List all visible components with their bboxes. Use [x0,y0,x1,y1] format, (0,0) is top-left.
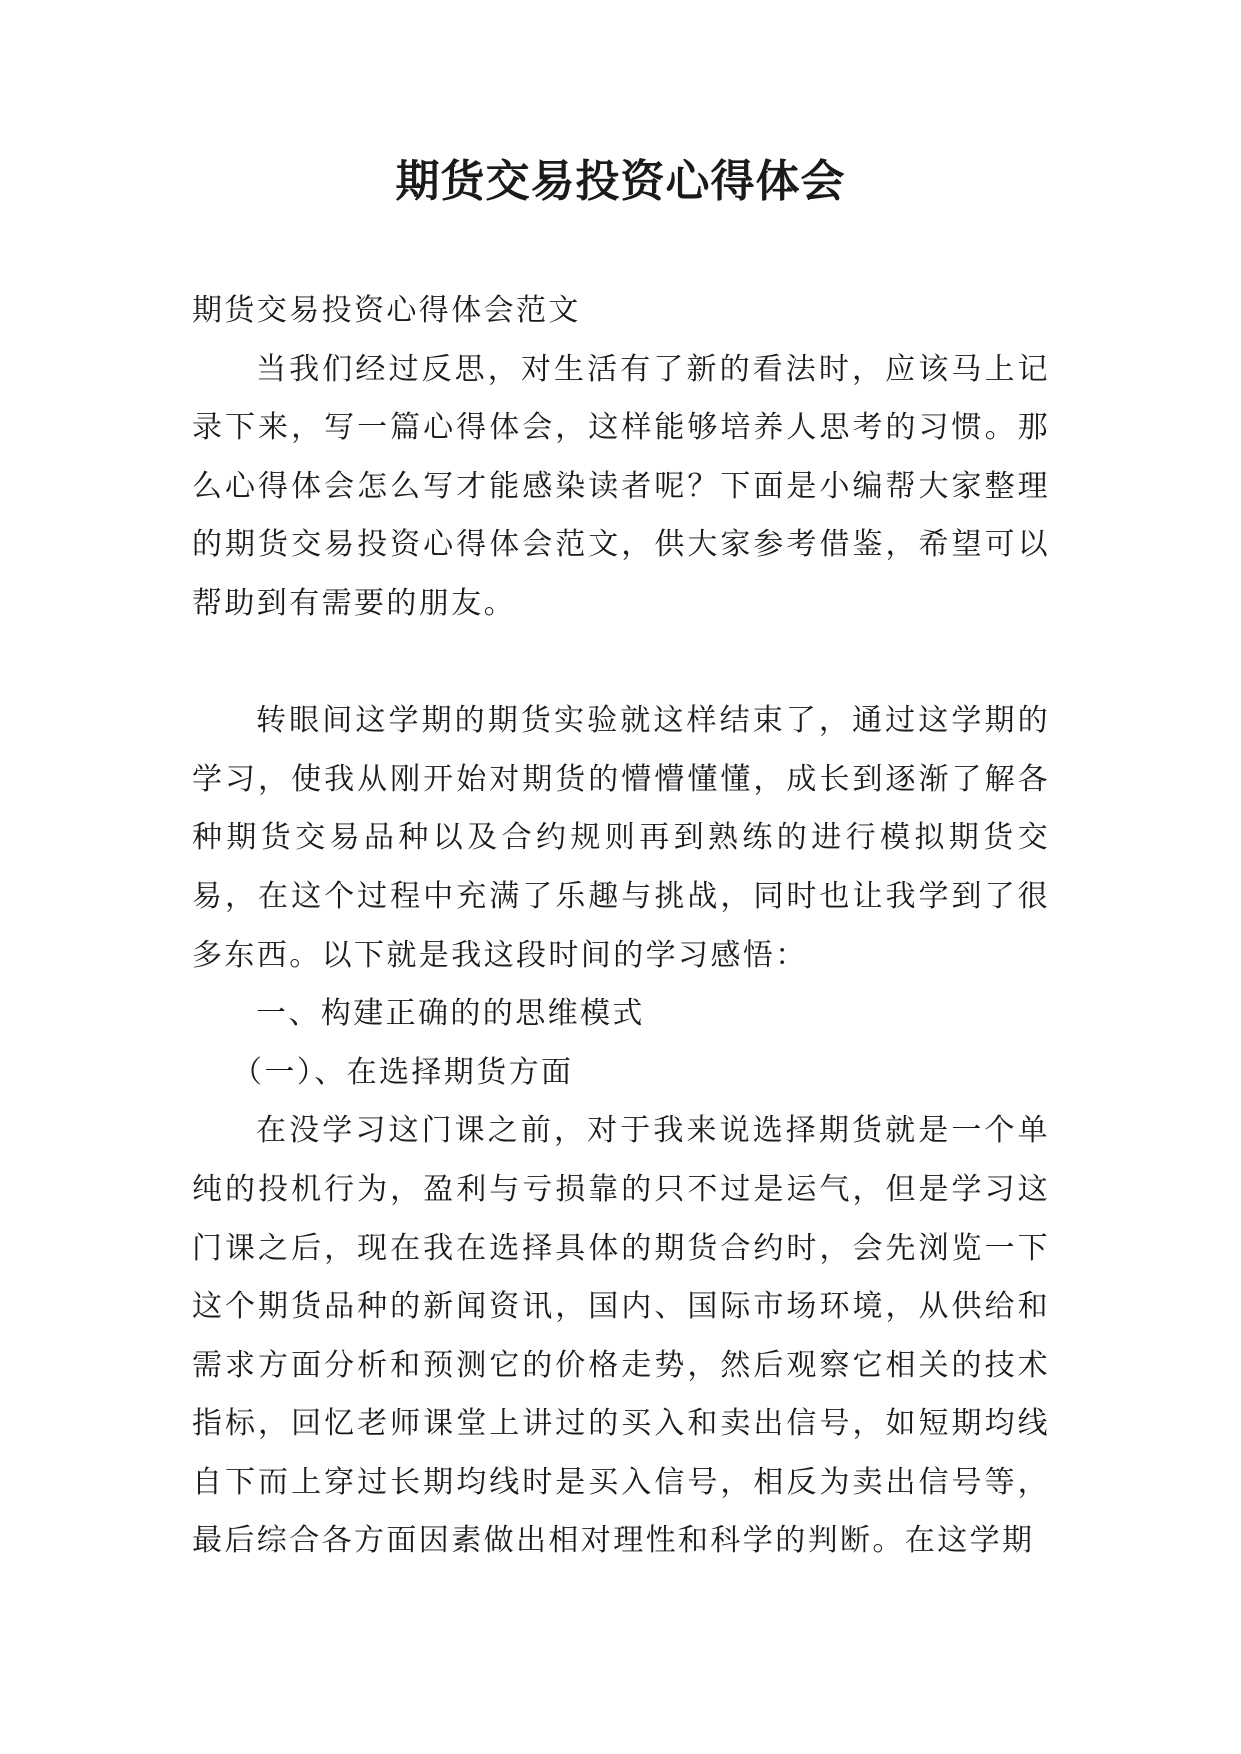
paragraph-intro: 当我们经过反思，对生活有了新的看法时，应该马上记录下来，写一篇心得体会，这样能够培养人思考的习惯。那么心得体会怎么写才能感染读者呢？下面是小编帮大家整理的期货交易投资心得体会范文，供大家参考借鉴，希望可以帮助到有需要的朋友。 [192,351,1050,621]
paragraph-reflection: 转眼间这学期的期货实验就这样结束了，通过这学期的学习，使我从刚开始对期货的懵懵懂懂，成长到逐渐了解各种期货交易品种以及合约规则再到熟练的进行模拟期货交易，在这个过程中充满了乐趣与挑战，同时也让我学到了很多东西。以下就是我这段时间的学习感悟： [192,703,1050,973]
paragraph-futures-selection: 在没学习这门课之前，对于我来说选择期货就是一个单纯的投机行为，盈利与亏损靠的只不过是运气，但是学习这门课之后，现在我在选择具体的期货合约时，会先浏览一下这个期货品种的新闻资讯，国内、国际市场环境，从供给和需求方面分析和预测它的价格走势，然后观察它相关的技术指标，回忆老师课堂上讲过的买入和卖出信号，如短期均线自下而上穿过长期均线时是买入信号，相反为卖出信号等，最后综合各方面因素做出相对理性和科学的判断。在这学期 [192,1113,1050,1559]
document-subtitle: 期货交易投资心得体会范文 [192,293,581,328]
section-heading: 一、构建正确的的思维模式 [256,996,645,1032]
document-body [192,282,1050,1571]
document-title: 期货交易投资心得体会 [395,156,846,207]
subsection-heading: （一）、在选择期货方面 [232,1054,574,1090]
paragraph-spacer [192,634,1050,693]
